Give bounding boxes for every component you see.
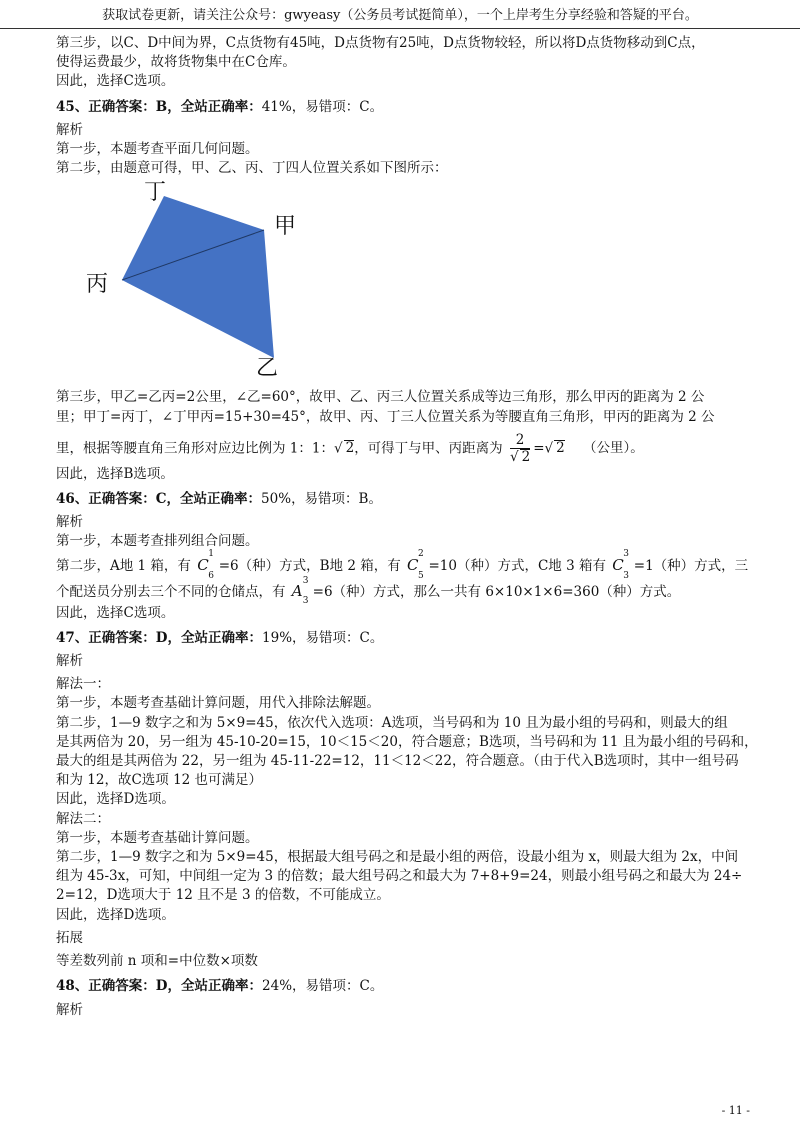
q46-analysis-heading: 解析 <box>56 514 83 531</box>
q47-method1-heading: 解法一： <box>56 676 110 693</box>
combination-c33: C 3 3 <box>612 548 630 581</box>
q47-m2-step2-l2: 组为 45-3x，可知，中间组一定为 3 的倍数；最大组号码之和最大为 7+8+9=24，则最小组号码之和最大为 24÷ <box>56 868 743 885</box>
arrangement-a33: A 3 3 <box>291 575 309 606</box>
q45-step2: 第二步，由题意可得，甲、乙、丙、丁四人位置关系如下图所示： <box>56 160 448 177</box>
q46-answer-line: 46、正确答案：C，全站正确率：50%，易错项：B。 <box>56 491 382 508</box>
q47-answer-line: 47、正确答案：D，全站正确率：19%，易错项：C。 <box>56 629 384 646</box>
q47-analysis-heading: 解析 <box>56 653 83 670</box>
q45-step3-line1: 第三步，甲乙=乙丙=2公里，∠乙=60°，故甲、乙、丙三人位置关系成等边三角形，那么甲丙的距离为 2 公 <box>56 389 705 406</box>
page-body <box>56 34 758 1020</box>
label-yi: 乙 <box>256 356 279 382</box>
q47-m1-step1: 第一步，本题考查基础计算问题，用代入排除法解题。 <box>56 695 380 712</box>
q44-step3-line2: 使得运费最少，故将货物集中在C仓库。 <box>56 54 296 71</box>
page-number: - 11 - <box>721 1104 750 1117</box>
q46-step1: 第一步，本题考查排列组合问题。 <box>56 533 259 550</box>
combination-c61: C 1 6 <box>197 548 214 581</box>
q45-analysis-heading: 解析 <box>56 121 83 138</box>
q47-m2-step2-l3: 2=12，D选项大于 12 且不是 3 的倍数，不可能成立。 <box>56 887 390 904</box>
q47-extend-heading: 拓展 <box>56 929 83 946</box>
q47-m1-step2-l2: 是其两倍为 20，另一组为 45-10-20=15，10＜15＜20，符合题意；B选项，当号码和为 11 且为最小组的号码和， <box>56 733 758 750</box>
q46-step2-line1: 第二步，A地 1 箱，有 C 1 6 =6（种）方式，B地 2 箱，有 C 2 5 =10（种）方式，C地 3 箱有 C 3 3 =1（种）方式，三 <box>56 548 749 581</box>
sqrt-symbol: √ <box>333 440 343 457</box>
q48-analysis-heading: 解析 <box>56 1001 83 1018</box>
q47-m2-step1: 第一步，本题考查基础计算问题。 <box>56 829 259 846</box>
q48-answer-line: 48、正确答案：D，全站正确率：24%，易错项：C。 <box>56 978 384 995</box>
q47-m2-conclusion: 因此，选择D选项。 <box>56 906 175 923</box>
quadrilateral-figure <box>86 180 326 386</box>
q47-extend-text: 等差数列前 n 项和=中位数×项数 <box>56 953 258 970</box>
q45-conclusion: 因此，选择B选项。 <box>56 465 174 482</box>
q47-m1-step2-l3: 最大的组是其两倍为 22，另一组为 45-11-22=12，11＜12＜22，符合题意。（由于代入B选项时，其中一组号码 <box>56 753 739 770</box>
page-header: 获取试卷更新，请关注公众号：gwyeasy（公务员考试挺简单），一个上岸考生分享经验和答疑的平台。 <box>0 6 800 29</box>
q45-step3-line2: 里；甲丁=丙丁，∠丁甲丙=15+30=45°，故甲、丙、丁三人位置关系为等腰直角三角形，甲丙的距离为 2 公 <box>56 408 715 425</box>
q45-answer-line: 45、正确答案：B，全站正确率：41%，易错项：C。 <box>56 98 384 115</box>
q44-conclusion: 因此，选择C选项。 <box>56 73 175 90</box>
quadrilateral-shape <box>122 196 274 358</box>
combination-c52: C 2 5 <box>407 548 424 581</box>
fraction: $\frac{2}{√ 2}$ <box>509 431 531 465</box>
q47-method2-heading: 解法二： <box>56 810 110 827</box>
q45-step1: 第一步，本题考查平面几何问题。 <box>56 141 259 158</box>
q47-m2-step2-l1: 第二步，1—9 数字之和为 5×9=45，根据最大组号码之和是最小组的两倍，设最小组为 x，则最大组为 2x，中间 <box>56 849 739 866</box>
label-bing: 丙 <box>86 272 109 298</box>
label-jia: 甲 <box>274 214 297 240</box>
q47-m1-step2-l4: 和为 12，故C选项 12 也可满足） <box>56 772 263 789</box>
q46-conclusion: 因此，选择C选项。 <box>56 604 175 621</box>
label-ding: 丁 <box>144 180 167 206</box>
q47-m1-conclusion: 因此，选择D选项。 <box>56 791 175 808</box>
q44-step3-line1: 第三步，以C、D中间为界，C点货物有45吨，D点货物有25吨，D点货物较轻，所以将D点货物移动到C点， <box>56 35 705 51</box>
q45-step3-line3: 里，根据等腰直角三角形对应边比例为 1：1：√ 2，可得丁与甲、丙距离为 $\frac{2}{√ 2}$ =√ 2 （公里）。 <box>56 431 644 465</box>
q46-step2-line2: 个配送员分别去三个不同的仓储点，有 A 3 3 =6（种）方式，那么一共有 6×10×1×6=360（种）方式。 <box>56 575 681 606</box>
q47-m1-step2-l1: 第二步，1—9 数字之和为 5×9=45，依次代入选项：A选项，当号码和为 10 且为最小组的号码和，则最大的组 <box>56 714 728 731</box>
